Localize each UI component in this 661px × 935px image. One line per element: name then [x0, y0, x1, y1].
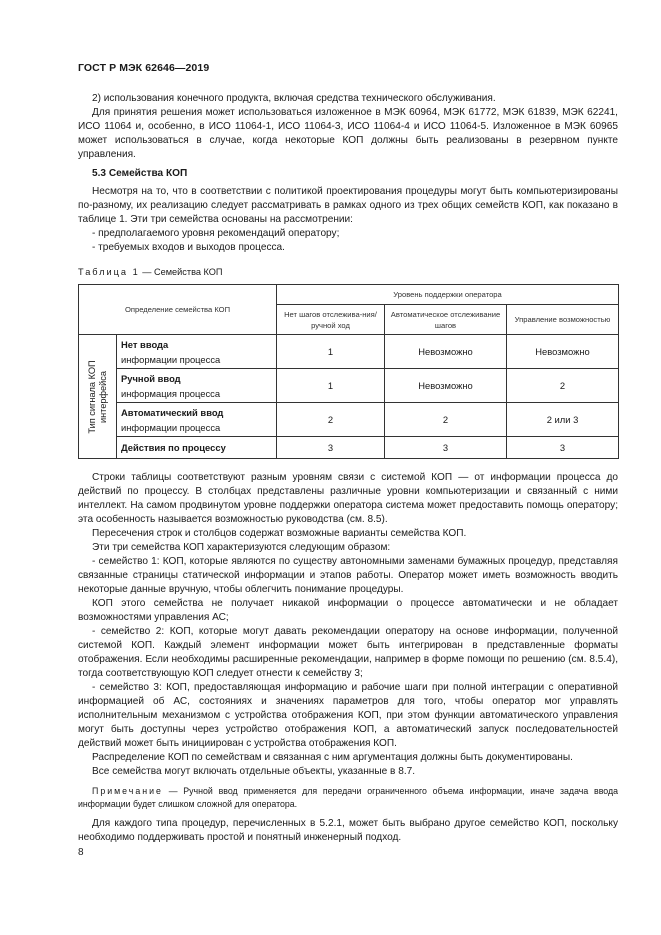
body-paragraph: Распределение КОП по семействам и связанная с ним аргументация должны быть документированы. — [92, 752, 573, 763]
bullet-item: - требуемых входов и выходов процесса. — [92, 242, 285, 253]
group-header: Уровень поддержки оператора — [277, 285, 619, 305]
column-header: Нет шагов отслежива-ния/ручной ход — [277, 305, 385, 335]
side-label-line: Тип сигнала КОП — [86, 359, 97, 434]
corner-header: Определение семейства КОП — [79, 285, 277, 335]
row-label-text: информации процесса — [121, 421, 221, 433]
body-paragraph: Все семейства могут включать отдельные объекты, указанные в 8.7. — [92, 766, 416, 777]
row-label-bold: Действия по процессу — [121, 442, 226, 453]
page-number: 8 — [78, 847, 84, 858]
side-label-cell — [79, 335, 117, 459]
row-label-bold: Ручной ввод — [121, 372, 181, 384]
document-header: ГОСТ Р МЭК 62646—2019 — [78, 62, 210, 74]
family-2-description: - семейство 2: КОП, которые могут давать рекомендации оператору на основе информации, полученной системой КОП. Каждый элемент информации может быть интегрирован в представленные форматы отображения. Если необходимы расширенные рекомендации, например в форме помощи по решению (см. 8.5.4), тогда соответствующую КОП следует отнести к семейству 3; — [78, 626, 618, 679]
table-cell: Невозможно — [385, 335, 507, 369]
body-paragraph: Строки таблицы соответствуют разным уровням связи с системой КОП — от информации процесса до действий по процессу. В столбцах представлены различные уровни компьютеризации и связанный с ними интеллект. На самом продвинутом уровне поддержки оператора система может предоставить помощь оператору; эта особенность называется возможностью руководства (см. 8.5). — [78, 472, 618, 525]
table-caption-prefix: Таблица 1 — [78, 267, 140, 277]
family-3-description: - семейство 3: КОП, предоставляющая информацию и рабочие шаги при полной интеграции с оперативной информацией об АС, состояниях и значениях параметров для того, чтобы оператор мог управлять исполнительным механизмом с устройства отображения КОП, при этом функции автоматического управления могут быть доступны через устройство отображения КОП, а автоматический запуск последовательностей действий может быть инициирован с устройства отображения КОП. — [78, 682, 618, 749]
table-cell: 1 — [277, 369, 385, 403]
table-cell: 2 — [507, 369, 619, 403]
table-cell: 2 или 3 — [507, 403, 619, 437]
intro-list-item: 2) использования конечного продукта, включая средства технического обслуживания. — [92, 93, 496, 104]
table-caption — [78, 267, 223, 277]
bullet-item: - предполагаемого уровня рекомендаций оператору; — [92, 228, 340, 239]
intro-paragraph: Для принятия решения может использоваться изложенное в МЭК 60964, МЭК 61772, МЭК 61839, МЭК 62241, ИСО 11064 и, особенно, в ИСО 11064-1, ИСО 11064-3, ИСО 11064-4 и ИСО 11064-5. Изложенное в МЭК 60965 может использоваться в случае, когда некоторые КОП должны быть реализованы в резервном пункте управления. — [78, 107, 618, 160]
row-label — [117, 335, 277, 369]
table-caption-title: — Семейства КОП — [139, 267, 223, 277]
body-paragraph: Пересечения строк и столбцов содержат возможные варианты семейства КОП. — [92, 528, 467, 539]
family-1-description: - семейство 1: КОП, которые являются по существу автономными заменами бумажных процедур, представляя связанные страницы статической информации и этапов работы. Оператор может иметь возможность вводить некоторые данные вручную, чтобы облегчить понимание процедуры. — [78, 556, 618, 595]
section-5-3 — [78, 167, 618, 255]
table-cell: 2 — [277, 403, 385, 437]
body-paragraph: Эти три семейства КОП характеризуются следующим образом: — [92, 542, 391, 553]
row-label-text: информации процесса — [121, 353, 221, 365]
column-header: Автоматическое отслеживание шагов — [385, 305, 507, 335]
section-paragraph: Несмотря на то, что в соответствии с политикой проектирования процедуры могут быть компьютеризированы по-разному, их реализацию следует рассматривать в рамках одного из трех общих семейств КОП, как показано в таблице 1. Эти три семейства основаны на рассмотрении: — [78, 186, 618, 225]
body-paragraph: Для каждого типа процедур, перечисленных в 5.2.1, может быть выбрано другое семейство КОП, поскольку необходимо поддерживать простой и понятный инженерный подход. — [78, 818, 618, 843]
note — [78, 785, 618, 811]
row-label — [117, 403, 277, 437]
note-label: Примечание — [92, 786, 163, 796]
body-paragraph: КОП этого семейства не получает никакой информации о процессе автоматически и не обладает возможностями управления АС; — [78, 598, 618, 623]
table-cell: 1 — [277, 335, 385, 369]
table-cell: 3 — [277, 437, 385, 459]
row-label-text: информация процесса — [121, 387, 221, 399]
table-cell: Невозможно — [507, 335, 619, 369]
row-label — [117, 437, 277, 459]
row-label-bold: Автоматический ввод — [121, 406, 224, 418]
row-label-bold: Нет ввода — [121, 338, 169, 350]
note-text: — Ручной ввод применяется для передачи ограниченного объема информации, иначе задача ввода информации будет слишком сложной для оператора. — [78, 786, 618, 809]
table-cell: Невозможно — [385, 369, 507, 403]
table-cell: 3 — [507, 437, 619, 459]
table-cell: 2 — [385, 403, 507, 437]
body-text — [78, 471, 618, 845]
column-header: Управление возможностью — [507, 305, 619, 335]
row-label — [117, 369, 277, 403]
kop-families-table — [78, 284, 619, 459]
side-label — [87, 360, 109, 433]
table-cell: 3 — [385, 437, 507, 459]
section-heading: 5.3 Семейства КОП — [92, 168, 188, 179]
intro-block — [78, 92, 618, 162]
side-label-line: интерфейса — [97, 370, 108, 423]
